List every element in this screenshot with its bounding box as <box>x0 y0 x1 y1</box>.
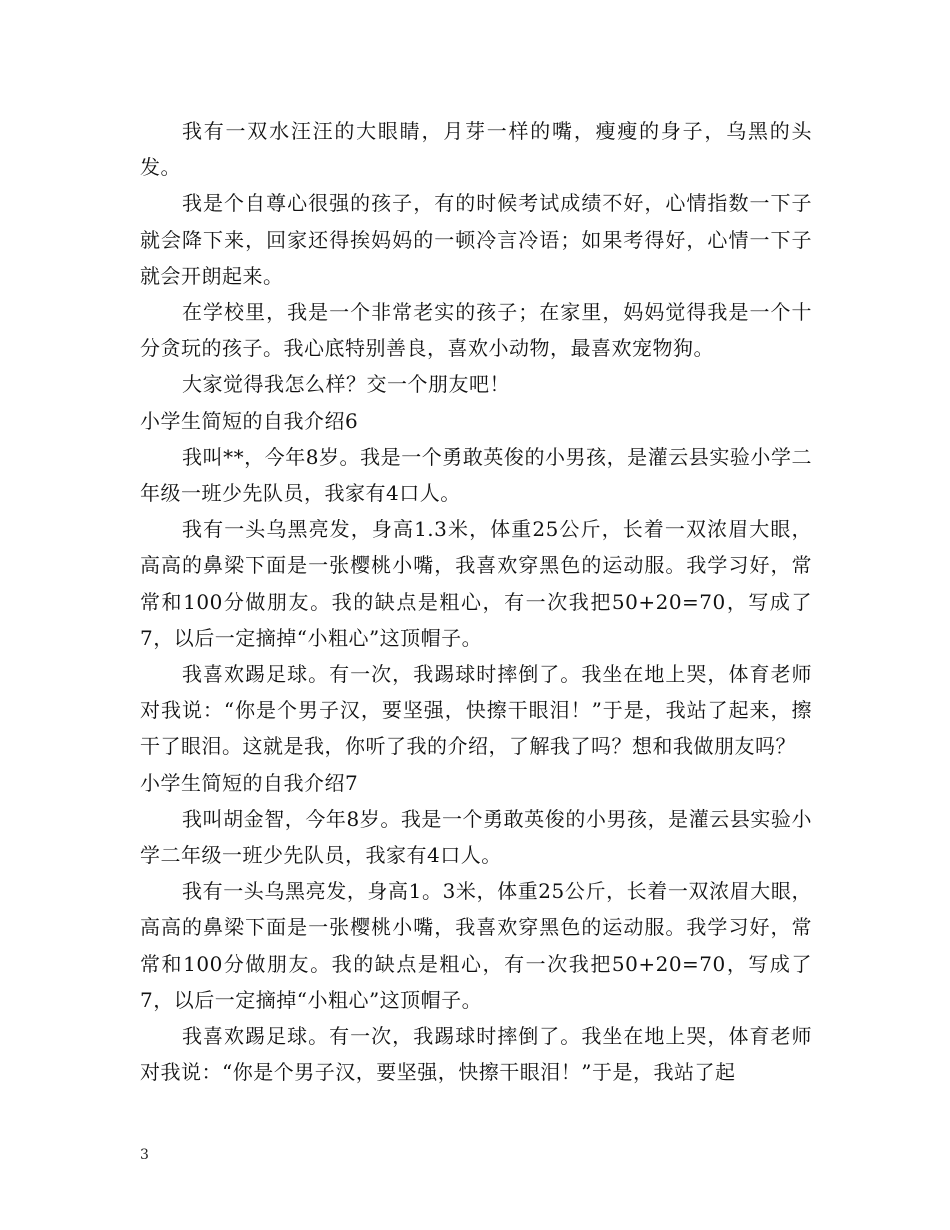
paragraph: 我有一双水汪汪的大眼睛，月芽一样的嘴，瘦瘦的身子，乌黑的头发。 <box>140 119 812 180</box>
document-body <box>140 113 812 1090</box>
paragraph: 我有一头乌黑亮发，身高1。3米，体重25公斤，长着一双浓眉大眼，高高的鼻梁下面是一张樱桃小嘴，我喜欢穿黑色的运动服。我学习好，常常和100分做朋友。我的缺点是粗心，有一次我把50+20=70，写成了7，以后一定摘掉“小粗心”这顶帽子。 <box>140 879 812 1012</box>
paragraph: 我是个自尊心很强的孩子，有的时候考试成绩不好，心情指数一下子就会降下来，回家还得挨妈妈的一顿冷言冷语；如果考得好，心情一下子就会开朗起来。 <box>140 191 812 288</box>
paragraph: 在学校里，我是一个非常老实的孩子；在家里，妈妈觉得我是一个十分贪玩的孩子。我心底特别善良，喜欢小动物，最喜欢宠物狗。 <box>140 300 812 361</box>
paragraph: 我喜欢踢足球。有一次，我踢球时摔倒了。我坐在地上哭，体育老师对我说：“你是个男子汉，要坚强，快擦干眼泪！”于是，我站了起来，擦干了眼泪。这就是我，你听了我的介绍，了解我了吗？想和我做朋友吗？ <box>140 662 812 759</box>
paragraph: 我叫**，今年8岁。我是一个勇敢英俊的小男孩，是灌云县实验小学二年级一班少先队员，我家有4口人。 <box>140 444 812 506</box>
paragraph: 大家觉得我怎么样？交一个朋友吧！ <box>182 372 510 397</box>
section-heading: 小学生简短的自我介绍6 <box>140 408 359 433</box>
paragraph: 我叫胡金智，今年8岁。我是一个勇敢英俊的小男孩，是灌云县实验小学二年级一班少先队员，我家有4口人。 <box>140 806 812 868</box>
paragraph: 我有一头乌黑亮发，身高1.3米，体重25公斤，长着一双浓眉大眼，高高的鼻梁下面是一张樱桃小嘴，我喜欢穿黑色的运动服。我学习好，常常和100分做朋友。我的缺点是粗心，有一次我把50+20=70，写成了7，以后一定摘掉“小粗心”这顶帽子。 <box>140 517 812 650</box>
section-heading: 小学生简短的自我介绍7 <box>140 770 359 795</box>
paragraph: 我喜欢踢足球。有一次，我踢球时摔倒了。我坐在地上哭，体育老师对我说：“你是个男子汉，要坚强，快擦干眼泪！”于是，我站了起 <box>140 1024 812 1085</box>
page-number: 3 <box>140 1147 149 1163</box>
